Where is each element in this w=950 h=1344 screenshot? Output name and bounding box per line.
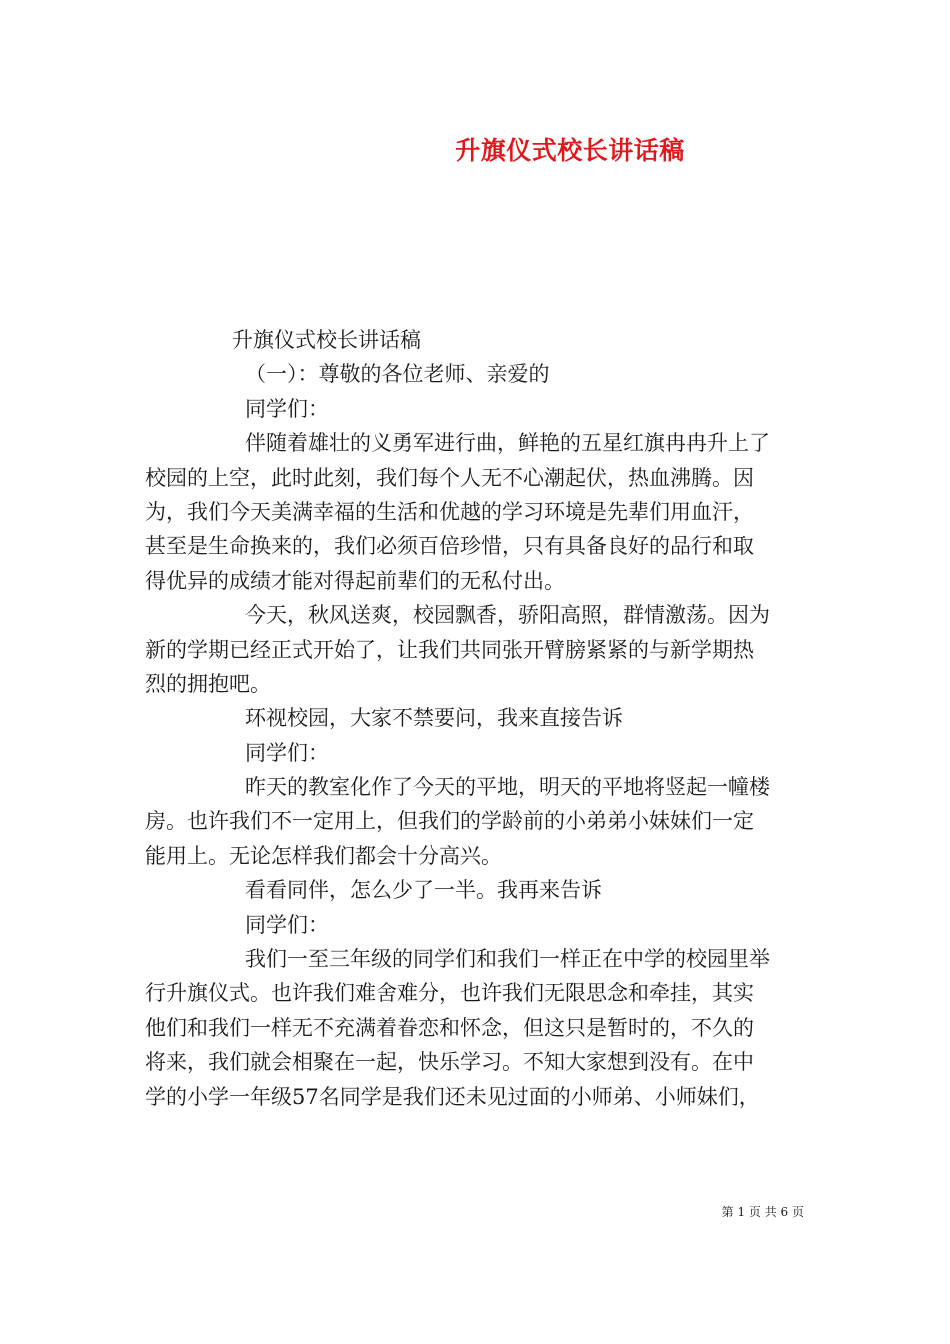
body-line: 行升旗仪式。也许我们难舍难分，也许我们无限思念和牵挂，其实	[145, 981, 754, 1006]
body-line: 学的小学一年级57名同学是我们还未见过面的小师弟、小师妹们，	[145, 1084, 760, 1109]
body-line: （一）：尊敬的各位老师、亲爱的	[245, 362, 550, 387]
body-line: 烈的拥抱吧。	[145, 671, 271, 696]
body-line: 能用上。无论怎样我们都会十分高兴。	[145, 843, 502, 868]
body-subtitle: 升旗仪式校长讲话稿	[232, 328, 421, 352]
page-number-footer: 第 1 页 共 6 页	[721, 1205, 804, 1219]
page-title: 升旗仪式校长讲话稿	[455, 136, 685, 165]
body-line: 得优异的成绩才能对得起前辈们的无私付出。	[145, 568, 565, 593]
body-line: 环视校园，大家不禁要问，我来直接告诉	[245, 706, 623, 731]
body-line: 我们一至三年级的同学们和我们一样正在中学的校园里举	[245, 947, 770, 972]
body-line: 房。也许我们不一定用上，但我们的学龄前的小弟弟小妹妹们一定	[145, 809, 754, 834]
body-line: 看看同伴，怎么少了一半。我再来告诉	[245, 878, 602, 903]
body-line: 他们和我们一样无不充满着眷恋和怀念，但这只是暂时的，不久的	[145, 1015, 754, 1040]
body-line: 新的学期已经正式开始了，让我们共同张开臂膀紧紧的与新学期热	[145, 637, 754, 662]
body-line: 昨天的教室化作了今天的平地，明天的平地将竖起一幢楼	[245, 775, 770, 800]
document-body	[145, 323, 811, 1114]
body-line: 甚至是生命换来的，我们必须百倍珍惜，只有具备良好的品行和取	[145, 534, 754, 559]
body-line: 校园的上空，此时此刻，我们每个人无不心潮起伏，热血沸腾。因	[145, 465, 754, 490]
body-line: 今天，秋风送爽，校园飘香，骄阳高照，群情激荡。因为	[245, 603, 770, 628]
body-line: 为，我们今天美满幸福的生活和优越的学习环境是先辈们用血汗，	[145, 499, 754, 524]
body-line: 同学们：	[245, 912, 329, 937]
body-line: 同学们：	[245, 396, 329, 421]
body-line: 同学们：	[245, 740, 329, 765]
body-line: 将来，我们就会相聚在一起，快乐学习。不知大家想到没有。在中	[145, 1050, 754, 1075]
body-line: 伴随着雄壮的义勇军进行曲，鲜艳的五星红旗冉冉升上了	[245, 431, 770, 456]
